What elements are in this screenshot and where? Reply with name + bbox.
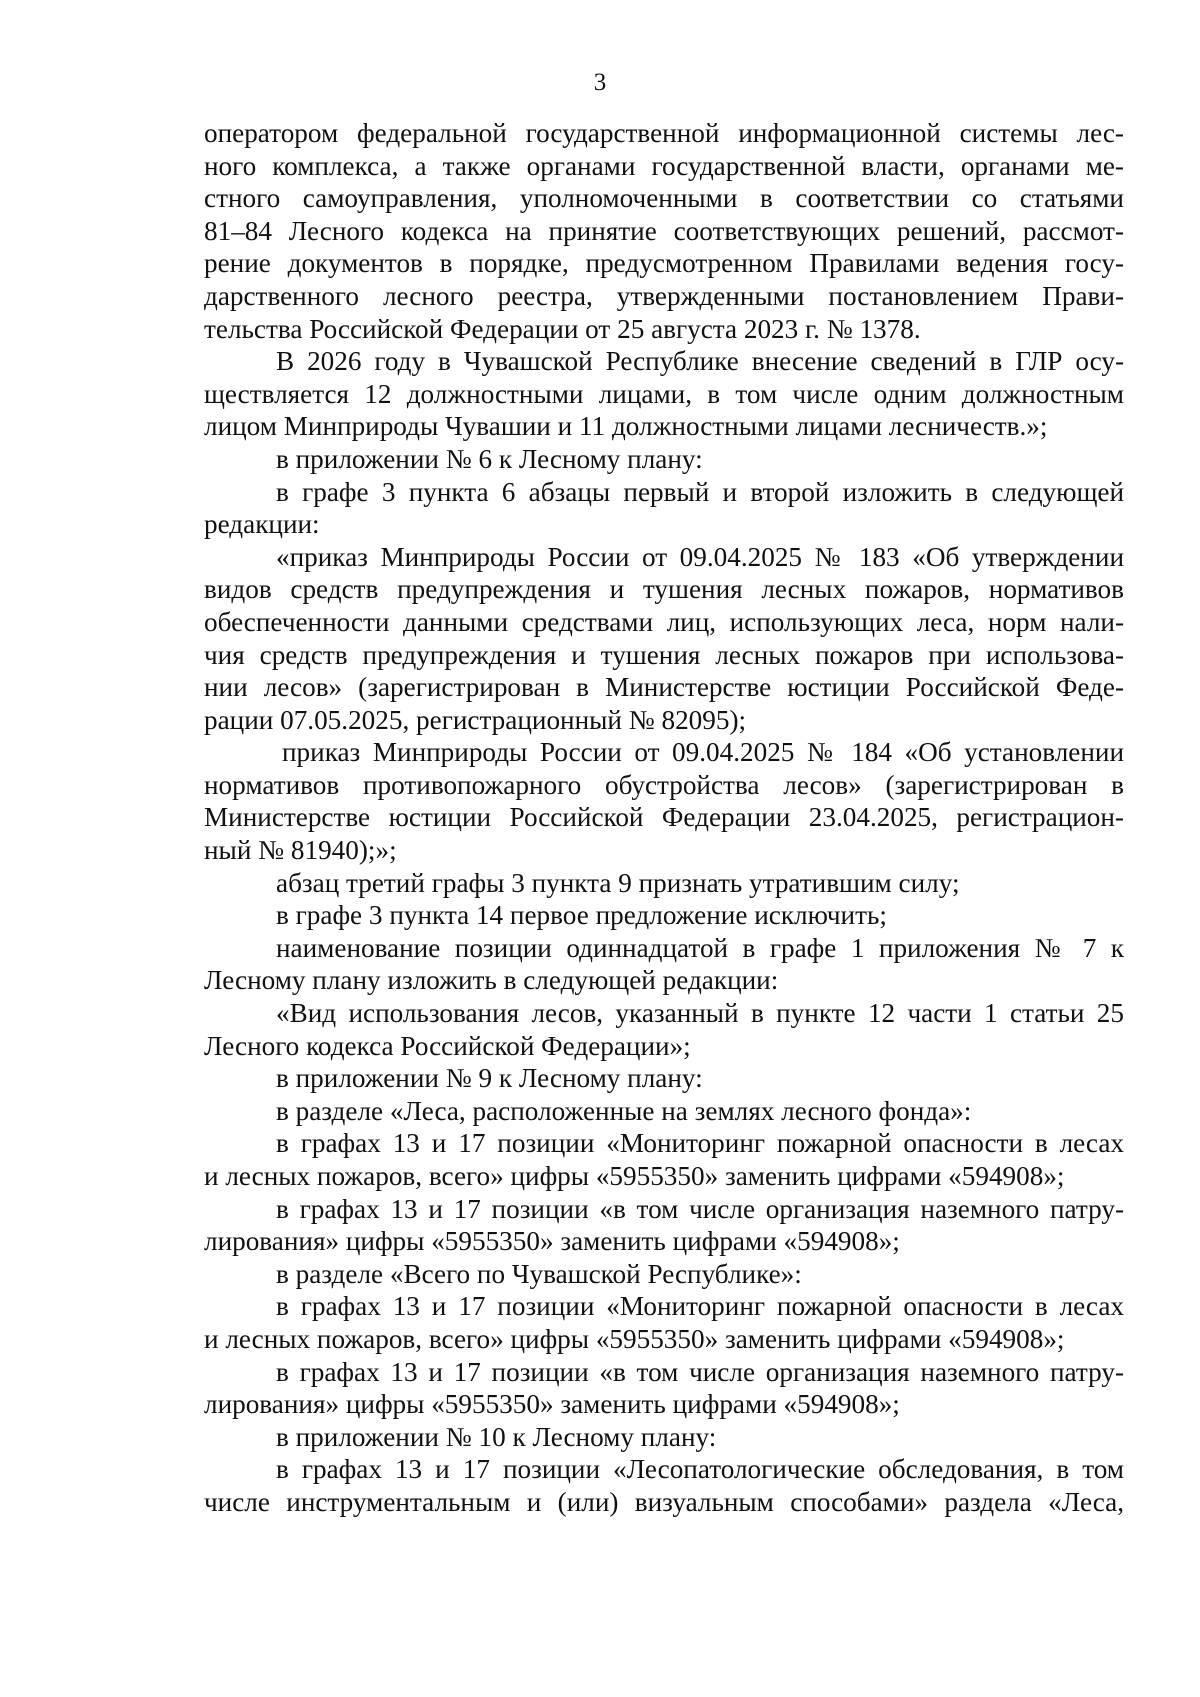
text-line: в приложении № 10 к Лесному плану: [276, 1421, 717, 1452]
text-line: тельства Российской Федерации от 25 августа 2023 г. № 1378. [204, 313, 921, 344]
text-line: наименование позиции одиннадцатой в графе 1 приложения № 7 к [276, 932, 1124, 963]
text-line: числе инструментальным и (или) визуальным способами» раздела «Леса, [204, 1486, 1124, 1517]
text-line: в графах 13 и 17 позиции «Лесопатологические обследования, в том [276, 1454, 1124, 1485]
text-line: Лесного кодекса Российской Федерации»; [204, 1030, 691, 1061]
text-line: оператором федеральной государственной информационной системы лес- [204, 118, 1124, 148]
text-line: обеспеченности данными средствами лиц, использующих леса, норм нали- [204, 606, 1124, 637]
text-line: чия средств предупреждения и тушения лесных пожаров при использова- [204, 639, 1124, 670]
text-line: нии лесов» (зарегистрирован в Министерстве юстиции Российской Феде- [204, 672, 1124, 703]
text-line: в графах 13 и 17 позиции «Мониторинг пожарной опасности в лесах [276, 1291, 1124, 1322]
text-line: 81–84 Лесного кодекса на принятие соответствующих решений, рассмот- [204, 215, 1124, 246]
text-line: в графах 13 и 17 позиции «в том числе организация наземного патру- [276, 1193, 1124, 1224]
document-body [204, 117, 1124, 1519]
text-line: в графе 3 пункта 6 абзацы первый и второй изложить в следующей [276, 476, 1124, 507]
text-line: рение документов в порядке, предусмотренном Правилами ведения госу- [204, 248, 1124, 279]
text-line: ный № 81940);»; [204, 835, 397, 866]
text-line: рации 07.05.2025, регистрационный № 82095); [204, 704, 747, 735]
text-line: ного комплекса, а также органами государственной власти, органами ме- [204, 150, 1124, 181]
text-line: ществляется 12 должностными лицами, в том числе одним должностным [204, 378, 1124, 409]
text-line: и лесных пожаров, всего» цифры «5955350» заменить цифрами «594908»; [204, 1323, 1065, 1354]
text-line: Министерстве юстиции Российской Федерации 23.04.2025, регистрацион- [204, 802, 1124, 833]
text-line: нормативов противопожарного обустройства лесов» (зарегистрирован в [204, 769, 1124, 800]
text-line: в приложении № 6 к Лесному плану: [276, 443, 703, 474]
text-line: стного самоуправления, уполномоченными в соответствии со статьями [204, 183, 1124, 214]
text-line: абзац третий графы 3 пункта 9 признать утратившим силу; [276, 867, 960, 898]
text-line: в графах 13 и 17 позиции «Мониторинг пожарной опасности в лесах [276, 1128, 1124, 1159]
text-line: лирования» цифры «5955350» заменить цифрами «594908»; [204, 1226, 900, 1257]
text-line: В 2026 году в Чувашской Республике внесение сведений в ГЛР осу- [276, 346, 1124, 377]
text-line: видов средств предупреждения и тушения лесных пожаров, нормативов [204, 574, 1124, 605]
text-line: «Вид использования лесов, указанный в пункте 12 части 1 статьи 25 [276, 998, 1124, 1029]
text-line: в графе 3 пункта 14 первое предложение исключить; [276, 900, 887, 931]
text-line: в графах 13 и 17 позиции «в том числе организация наземного патру- [276, 1356, 1124, 1387]
text-line: в разделе «Всего по Чувашской Республике»: [276, 1258, 802, 1289]
text-line: «приказ Минприроды России от 09.04.2025 № 183 «Об утверждении [276, 541, 1124, 572]
text-line: дарственного лесного реестра, утвержденными постановлением Прави- [204, 280, 1124, 311]
text-line: в разделе «Леса, расположенные на землях лесного фонда»: [276, 1095, 972, 1126]
text-line: лирования» цифры «5955350» заменить цифрами «594908»; [204, 1389, 900, 1420]
text-line: Лесному плану изложить в следующей редакции: [204, 965, 779, 996]
text-line: приказ Минприроды России от 09.04.2025 № 184 «Об установлении [282, 737, 1124, 768]
text-line: лицом Минприроды Чувашии и 11 должностными лицами лесничеств.»; [204, 411, 1048, 442]
page-number: 3 [593, 69, 607, 96]
text-line: редакции: [204, 509, 320, 540]
text-line: и лесных пожаров, всего» цифры «5955350» заменить цифрами «594908»; [204, 1161, 1065, 1191]
text-line: в приложении № 9 к Лесному плану: [276, 1063, 703, 1094]
